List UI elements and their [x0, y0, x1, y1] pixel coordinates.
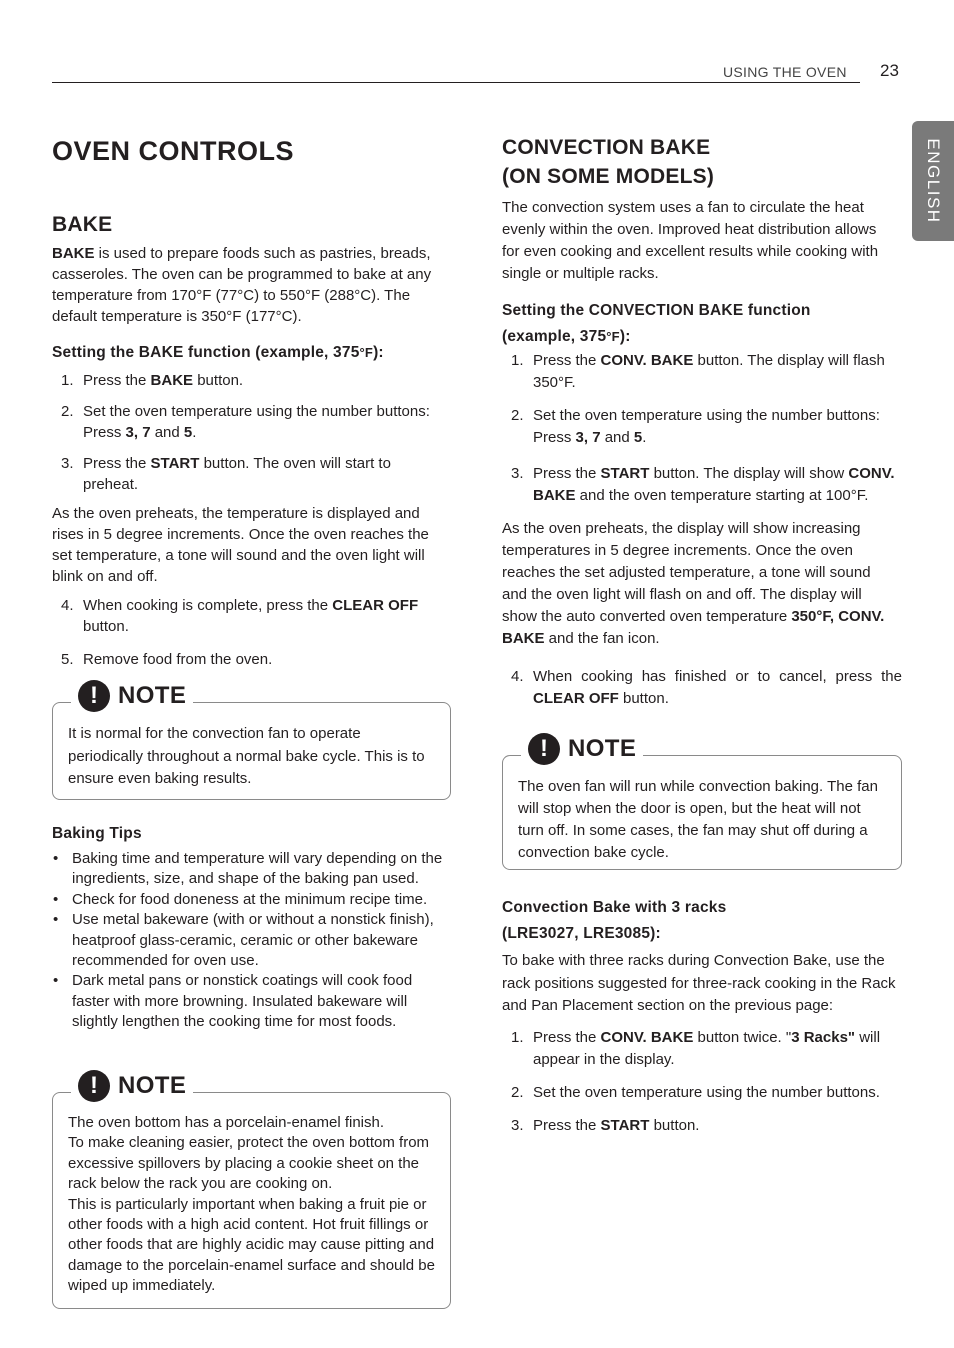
three-racks-intro: To bake with three racks during Convection Bake, use the rack positions suggested for three-rack cooking in the Rack and Pan Placement section on the previous page: [502, 952, 896, 1014]
convection-step: 1. Press the CONV. BAKE button. The display will flash 350°F. [511, 352, 885, 391]
three-racks-step: 3. Press the START button. [511, 1117, 700, 1134]
header-rule [52, 82, 860, 83]
language-tab-label: ENGLISH [924, 138, 943, 224]
convection-step: 4. When cooking has finished or to cancel, press the CLEAR OFF button. [511, 668, 902, 707]
three-racks-heading: Convection Bake with 3 racks (LRE3027, LRE3085): [502, 899, 727, 942]
bake-setting-heading: Setting the BAKE function (example, 375°F): [52, 344, 384, 361]
convection-title: CONVECTION BAKE (ON SOME MODELS) [502, 136, 715, 188]
list-item: • Baking time and temperature will vary depending on the ingredients, size, and shape of the baking pan used. [52, 849, 452, 890]
bake-step: 5. Remove food from the oven. [61, 651, 273, 668]
convection-steps [502, 350, 902, 507]
convection-setting-heading: Setting the CONVECTION BAKE function (example, 375°F): [502, 302, 811, 345]
note-text: The oven bottom has a porcelain-enamel finish. To make cleaning easier, protect the oven bottom from excessive spillovers by placing a cookie sheet on the rack below the rack you are cooking on. This is particularly important when baking a fruit pie or other foods with a high acid content. Hot fruit fillings or other foods that are highly acidic may cause pitting and damage to the porcelain-enamel surface and should be wiped up immediately. [68, 1114, 435, 1295]
note-text: The oven fan will run while convection baking. The fan will stop when the door is open, but the heat will not turn off. In some cases, the fan may shut off during a convection bake cycle. [518, 778, 878, 861]
language-tab [912, 121, 954, 241]
three-racks-step: 1. Press the CONV. BAKE button twice. "3 Racks" will appear in the display. [511, 1029, 881, 1068]
bake-step: 2. Set the oven temperature using the number buttons: Press 3, 7 and 5. [61, 403, 430, 441]
three-racks-steps [502, 1027, 902, 1137]
three-racks-step: 2. Set the oven temperature using the number buttons. [511, 1084, 880, 1101]
note-header [71, 1070, 193, 1102]
convection-intro: The convection system uses a fan to circulate the heat evenly within the oven. Improved heat distribution allows for even cooking and excellent results while cooking with single or multiple racks. [502, 199, 879, 282]
note-box-oven-bottom [52, 1072, 451, 1309]
list-item: • Dark metal pans or nonstick coatings will cook food faster with more browning. Insulated bakeware will slightly lengthen the cooking time for most foods. [52, 971, 452, 1032]
convection-step: 2. Set the oven temperature using the number buttons: Press 3, 7 and 5. [511, 407, 880, 446]
bake-step: 1. Press the BAKE button. [61, 372, 244, 389]
bake-step: 3. Press the START button. The oven will start to preheat. [61, 455, 391, 493]
note-title: NOTE [118, 1072, 187, 1099]
convection-step: 3. Press the START button. The display will show CONV. BAKE and the oven temperature starting at 100°F. [511, 465, 895, 504]
note-title: NOTE [568, 735, 637, 762]
baking-tips-list [52, 849, 452, 1033]
exclamation-icon: ! [78, 1070, 110, 1102]
convection-preheat-text: As the oven preheats, the display will show increasing temperatures in 5 degree increments. Once the oven reaches the set adjusted temperature, a tone will sound and the oven light will flash on and off. The display will show the auto converted oven temperature 350°F, CONV. BAKE and the fan icon. [502, 520, 885, 647]
note-header [71, 680, 193, 712]
running-header-section: USING THE OVEN [723, 64, 847, 80]
exclamation-icon: ! [528, 733, 560, 765]
note-header [521, 733, 643, 765]
exclamation-icon: ! [78, 680, 110, 712]
bake-preheat-text: As the oven preheats, the temperature is displayed and rises in 5 degree increments. Once the oven reaches the set temperature, a tone will sound and the oven light will blink on and off. [52, 505, 429, 585]
note-title: NOTE [118, 682, 187, 709]
note-text: It is normal for the convection fan to operate periodically throughout a normal bake cycle. This is to ensure even baking results. [68, 725, 425, 787]
baking-tips-heading: Baking Tips [52, 825, 142, 842]
bake-intro: BAKE is used to prepare foods such as pastries, breads, casseroles. The oven can be programmed to bake at any temperature from 170°F (77°C) to 550°F (288°C). The default temperature is 350°F (177°C). [52, 245, 432, 325]
list-item: • Use metal bakeware (with or without a nonstick finish), heatproof glass-ceramic, ceramic or other bakeware recommended for oven use. [52, 910, 452, 971]
convection-step-4 [502, 666, 902, 710]
bake-step: 4. When cooking is complete, press the CLEAR OFF button. [61, 597, 419, 635]
bake-steps [52, 370, 450, 495]
note-box-convection-fan [52, 682, 451, 800]
page-number: 23 [880, 61, 899, 80]
bake-heading: BAKE [52, 213, 113, 236]
list-item: • Check for food doneness at the minimum recipe time. [52, 890, 452, 910]
note-box-convection-fan-run [502, 735, 902, 870]
page-title: OVEN CONTROLS [52, 136, 295, 166]
bake-steps-continued [52, 595, 450, 670]
